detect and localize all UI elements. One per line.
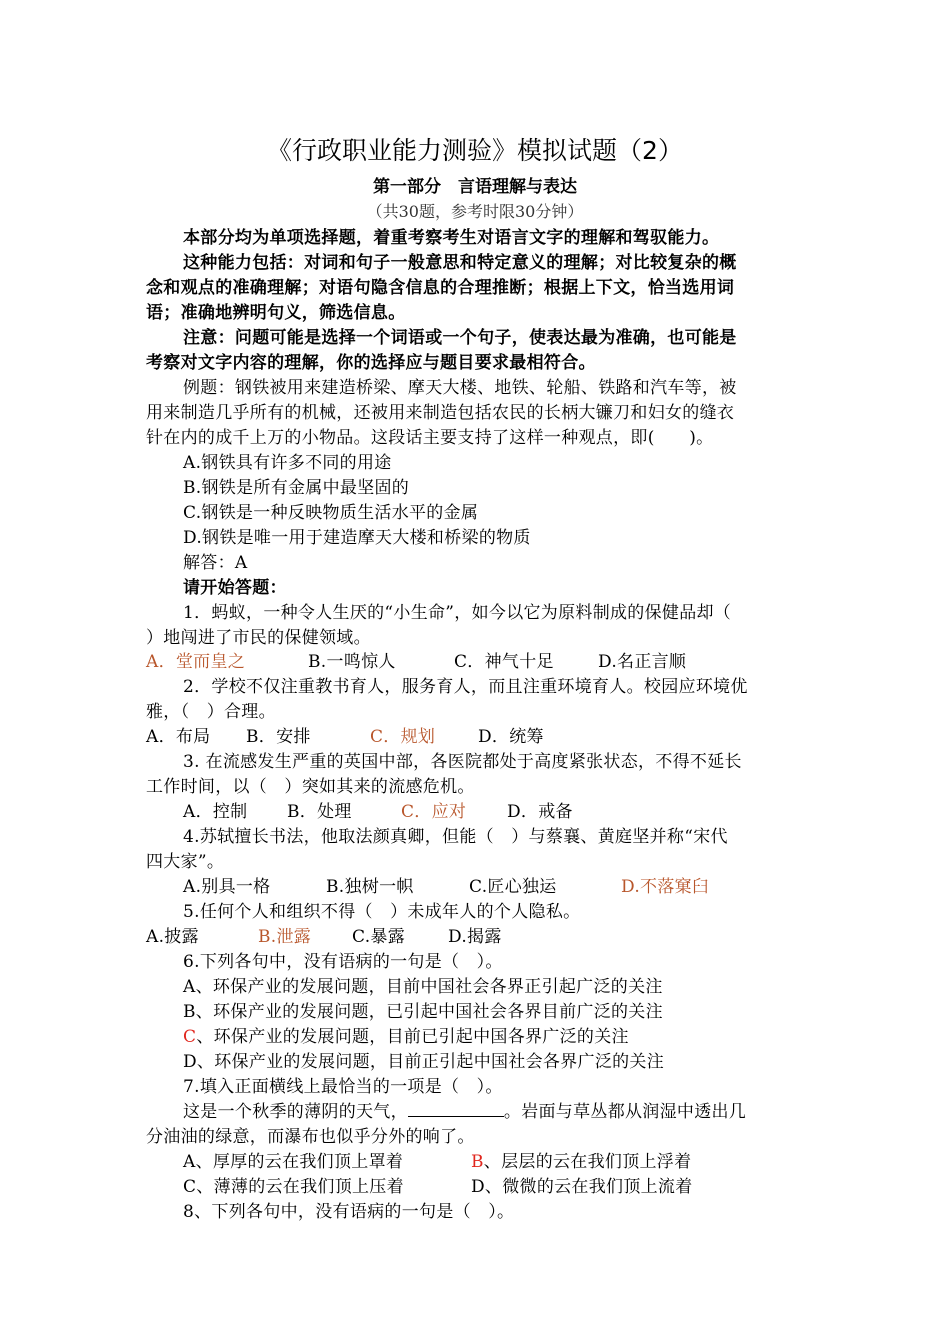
- question-4-option-a: A.别具一格: [183, 877, 271, 897]
- question-4-option-d: D.不落窠臼: [621, 877, 710, 897]
- question-2-option-c: C．规划: [370, 727, 436, 747]
- example-option-a: A.钢铁具有许多不同的用途: [183, 453, 392, 473]
- question-5-option-c: C.暴露: [352, 927, 406, 947]
- question-3-option-c: C．应对: [401, 802, 467, 822]
- question-6-option-a: A、环保产业的发展问题，目前中国社会各界正引起广泛的关注: [183, 977, 663, 997]
- question-2-line-2: 雅，（ ）合理。: [146, 702, 276, 722]
- question-3-option-d: D．戒备: [507, 802, 573, 822]
- intro-paragraph-2-line-1: 这种能力包括：对词和句子一般意思和特定意义的理解；对比较复杂的概: [183, 253, 737, 273]
- question-1-line-2: ）地闯进了市民的保健领域。: [146, 628, 371, 648]
- intro-paragraph-1: 本部分均为单项选择题，着重考察考生对语言文字的理解和驾驭能力。: [183, 228, 720, 248]
- example-answer: 解答：A: [183, 553, 248, 573]
- question-1-option-a: A．堂而皇之: [146, 652, 246, 672]
- example-option-d: D.钢铁是唯一用于建造摩天大楼和桥梁的物质: [183, 528, 531, 548]
- question-7-option-a: A、厚厚的云在我们顶上罩着: [183, 1152, 404, 1172]
- question-7-line-2-start: 这是一个秋季的薄阴的天气，: [183, 1102, 408, 1122]
- question-7-option-b-letter: B: [471, 1152, 484, 1172]
- question-4-option-c: C.匠心独运: [469, 877, 557, 897]
- question-5-option-d: D.揭露: [448, 927, 502, 947]
- question-7-line-1: 7.填入正面横线上最恰当的一项是（ ）。: [183, 1077, 503, 1097]
- question-3-option-b: B．处理: [287, 802, 352, 822]
- example-option-c: C.钢铁是一种反映物质生活水平的金属: [183, 503, 479, 523]
- question-6-option-d: D、环保产业的发展问题，目前正引起中国社会各界广泛的关注: [183, 1052, 665, 1072]
- question-6-option-c-text: 、环保产业的发展问题，目前已引起中国各界广泛的关注: [196, 1027, 629, 1047]
- intro-paragraph-2-line-2: 念和观点的准确理解；对语句隐含信息的合理推断；根据上下文，恰当选用词: [146, 278, 735, 298]
- time-limit: （共30题，参考时限30分钟）: [366, 202, 584, 221]
- question-7-option-b: 、层层的云在我们顶上浮着: [483, 1152, 692, 1172]
- question-2-options: [146, 725, 544, 750]
- example-option-b: B.钢铁是所有金属中最坚固的: [183, 478, 410, 498]
- part-heading: 第一部分 言语理解与表达: [373, 177, 577, 197]
- question-8-line-1: 8、下列各句中，没有语病的一句是（ ）。: [183, 1202, 515, 1222]
- example-line-2: 用来制造几乎所有的机械，还被用来制造包括农民的长柄大镰刀和妇女的缝衣: [146, 403, 735, 423]
- start-prompt: 请开始答题：: [183, 578, 287, 598]
- question-6-option-b: B、环保产业的发展问题，已引起中国社会各界目前广泛的关注: [183, 1002, 663, 1022]
- question-3-option-a: A．控制: [183, 802, 248, 822]
- question-1-option-d: D.名正言顺: [598, 652, 687, 672]
- question-7-options-row-2: [183, 1175, 693, 1200]
- question-3-line-1: 3. 在流感发生严重的英国中部，各医院都处于高度紧张状态，不得不延长: [183, 752, 742, 772]
- question-3-line-2: 工作时间，以（ ）突如其来的流感危机。: [146, 777, 475, 797]
- example-line-3: 针在内的成千上万的小物品。这段话主要支持了这样一种观点，即( )。: [146, 428, 714, 448]
- question-1-line-1: 1．蚂蚁，一种令人生厌的“小生命”，如今以它为原料制成的保健品却（: [183, 603, 732, 623]
- question-5-option-b: B.泄露: [258, 927, 312, 947]
- question-1-option-c: C．神气十足: [454, 652, 554, 672]
- question-2-option-b: B．安排: [246, 727, 311, 747]
- question-2-line-1: 2．学校不仅注重教书育人，服务育人，而且注重环境育人。校园应环境优: [183, 677, 748, 697]
- question-7-line-2: [183, 1100, 746, 1125]
- intro-paragraph-3-line-2: 考察对文字内容的理解，你的选择应与题目要求最相符合。: [146, 353, 596, 373]
- question-4-line-2: 四大家”。: [146, 852, 225, 872]
- question-5-option-a: A.披露: [146, 927, 199, 947]
- question-4-line-1: 4.苏轼擅长书法，他取法颜真卿，但能（ ）与蔡襄、黄庭坚并称“宋代: [183, 827, 728, 847]
- question-5-line-1: 5.任何个人和组织不得（ ）未成年人的个人隐私。: [183, 902, 581, 922]
- intro-paragraph-3-line-1: 注意：问题可能是选择一个词语或一个句子，使表达最为准确，也可能是: [183, 328, 737, 348]
- question-5-options: [146, 925, 502, 950]
- intro-paragraph-2-line-3: 语；准确地辨明句义，筛选信息。: [146, 303, 406, 323]
- page-title: 《行政职业能力测验》模拟试题（2）: [267, 136, 683, 165]
- question-7-blank: [408, 1100, 504, 1117]
- question-1-options: [146, 650, 686, 675]
- example-line-1: 例题：钢铁被用来建造桥梁、摩天大楼、地铁、轮船、铁路和汽车等，被: [183, 378, 737, 398]
- question-7-options-row-1: [183, 1150, 691, 1175]
- question-4-option-b: B.独树一帜: [326, 877, 414, 897]
- question-2-option-d: D．统筹: [478, 727, 544, 747]
- question-6-option-c: [183, 1025, 629, 1050]
- question-7-line-3: 分油油的绿意，而瀑布也似乎分外的响了。: [146, 1127, 475, 1147]
- question-6-line-1: 6.下列各句中，没有语病的一句是（ ）。: [183, 952, 503, 972]
- question-1-option-b: B.一鸣惊人: [308, 652, 396, 672]
- question-7-line-2-end: 。岩面与草丛都从润湿中透出几: [503, 1102, 747, 1122]
- question-6-option-c-letter: C: [183, 1027, 197, 1047]
- question-3-options: [183, 800, 573, 825]
- question-7-option-d: D、微微的云在我们顶上流着: [471, 1177, 693, 1197]
- question-7-option-c: C、薄薄的云在我们顶上压着: [183, 1177, 404, 1197]
- question-4-options: [183, 875, 709, 900]
- question-2-option-a: A．布局: [146, 727, 211, 747]
